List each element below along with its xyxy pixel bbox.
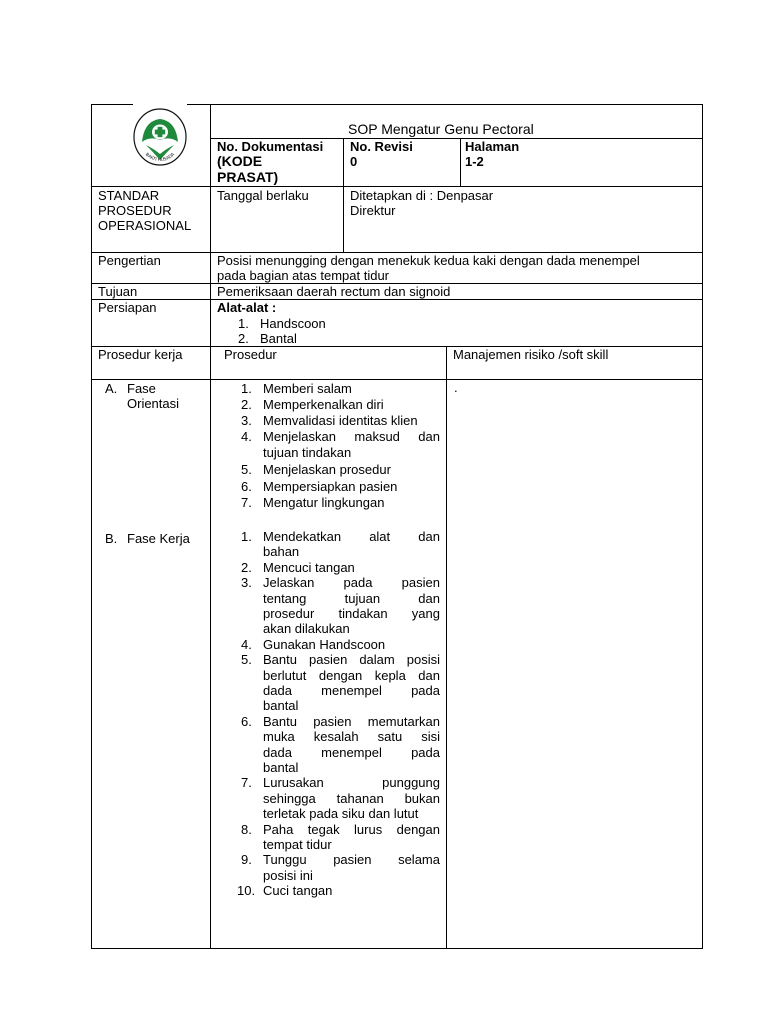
svg-text:BAKTI HUSADA: BAKTI HUSADA: [144, 152, 176, 164]
work-step-cont: akan dilakukan: [263, 621, 350, 636]
page-label: Halaman: [465, 139, 520, 154]
orientation-step-cont: tujuan tindakan: [263, 445, 352, 460]
sop-label-line-3: OPERASIONAL: [98, 218, 192, 233]
border-top-right: [187, 104, 703, 105]
work-step: Bantu pasien memutarkan: [263, 714, 440, 729]
prosedur-kerja-label: Prosedur kerja: [98, 347, 183, 362]
bakti-husada-logo: [131, 108, 189, 174]
phase-b-letter: B.: [105, 531, 118, 546]
procedure-column-header: Prosedur: [224, 347, 277, 362]
border-bottom: [91, 948, 703, 949]
step-number: 6.: [241, 479, 252, 494]
step-number: 2.: [241, 560, 252, 575]
step-number: 4.: [241, 429, 252, 444]
director-label: Direktur: [350, 203, 396, 218]
effective-date-label: Tanggal berlaku: [217, 188, 309, 203]
doc-number-label: No. Dokumentasi: [217, 139, 324, 154]
orientation-step: Mempersiapkan pasien: [263, 479, 398, 494]
row-divider-tujuan: [91, 299, 703, 300]
work-step: Paha tegak lurus dengan: [263, 822, 440, 837]
orientation-step: Mengatur lingkungan: [263, 495, 385, 510]
step-number: 10.: [237, 883, 256, 898]
col-divider-3: [460, 138, 461, 187]
pengertian-label: Pengertian: [98, 253, 161, 268]
border-right: [702, 104, 703, 949]
phase-a-name-2: Orientasi: [127, 396, 180, 411]
work-step: Lurusakan punggung: [263, 775, 440, 790]
work-step-cont: bantal: [263, 698, 299, 713]
step-number: 3.: [241, 575, 252, 590]
orientation-step: Menjelaskan maksud dan: [263, 429, 440, 444]
equipment-heading: Alat-alat :: [217, 300, 277, 315]
persiapan-label: Persiapan: [98, 300, 157, 315]
risk-column-header: Manajemen risiko /soft skill: [453, 347, 609, 362]
work-step-cont: sehingga tahanan bukan: [263, 791, 440, 806]
sop-label-line-2: PROSEDUR: [98, 203, 172, 218]
orientation-step: Memvalidasi identitas klien: [263, 413, 418, 428]
step-number: 5.: [241, 652, 252, 667]
work-step-cont: tentang tujuan dan: [263, 591, 440, 606]
work-step-cont: bantal: [263, 760, 299, 775]
work-step-cont: berlutut dengan kepla dan: [263, 668, 440, 683]
equipment-num-2: 2.: [238, 331, 249, 346]
work-step: Tunggu pasien selama: [263, 852, 440, 867]
step-number: 4.: [241, 637, 252, 652]
step-number: 5.: [241, 462, 252, 477]
work-step: Mencuci tangan: [263, 560, 355, 575]
step-number: 2.: [241, 397, 252, 412]
work-step-cont: muka kesalah satu sisi: [263, 729, 440, 744]
document-title: SOP Mengatur Genu Pectoral: [348, 121, 534, 137]
work-step: Bantu pasien dalam posisi: [263, 652, 440, 667]
step-number: 9.: [241, 852, 252, 867]
step-number: 6.: [241, 714, 252, 729]
equipment-item: Bantal: [260, 331, 297, 346]
pengertian-text-line-1: Posisi menungging dengan menekuk kedua kaki dengan dada menempel: [217, 253, 640, 268]
work-step-cont: dada menempel pada: [263, 745, 440, 760]
tujuan-label: Tujuan: [98, 284, 138, 299]
work-step: Jelaskan pada pasien: [263, 575, 440, 590]
sop-label-line-1: STANDAR: [98, 188, 160, 203]
page-value: 1-2: [465, 154, 484, 169]
row-divider-header: [91, 379, 703, 380]
step-number: 8.: [241, 822, 252, 837]
work-step-cont: posisi ini: [263, 868, 313, 883]
tujuan-text: Pemeriksaan daerah rectum dan signoid: [217, 284, 451, 299]
work-step: Cuci tangan: [263, 883, 333, 898]
row-divider-doc: [91, 186, 703, 187]
work-step: Gunakan Handscoon: [263, 637, 386, 652]
phase-a-letter: A.: [105, 381, 118, 396]
doc-number-value-1: (KODE: [217, 153, 263, 169]
revision-label: No. Revisi: [350, 139, 413, 154]
revision-value: 0: [350, 154, 358, 169]
step-number: 7.: [241, 775, 252, 790]
equipment-num-1: 1.: [238, 316, 249, 331]
border-top-left: [91, 104, 133, 105]
col-divider-4: [446, 347, 447, 949]
phase-b-name: Fase Kerja: [127, 531, 190, 546]
set-at-text: Ditetapkan di : Denpasar: [350, 188, 494, 203]
orientation-step: Memberi salam: [263, 381, 352, 396]
orientation-step: Memperkenalkan diri: [263, 397, 384, 412]
col-divider-1: [210, 104, 211, 949]
step-number: 7.: [241, 495, 252, 510]
doc-number-value-2: PRASAT): [217, 169, 279, 185]
work-step-cont: dada menempel pada: [263, 683, 440, 698]
work-step-cont: tempat tidur: [263, 837, 332, 852]
work-step: Mendekatkan alat dan: [263, 529, 440, 544]
pengertian-text-line-2: pada bagian atas tempat tidur: [217, 268, 390, 283]
col-divider-2: [343, 138, 344, 253]
phase-a-name-1: Fase: [127, 381, 156, 396]
work-step-cont: prosedur tindakan yang: [263, 606, 440, 621]
work-step-cont: bahan: [263, 544, 300, 559]
equipment-item: Handscoon: [260, 316, 326, 331]
orientation-step: Menjelaskan prosedur: [263, 462, 391, 477]
border-left: [91, 104, 92, 949]
work-step-cont: terletak pada siku dan lutut: [263, 806, 419, 821]
risk-cell-text: .: [454, 380, 458, 395]
step-number: 3.: [241, 413, 252, 428]
step-number: 1.: [241, 381, 252, 396]
step-number: 1.: [241, 529, 252, 544]
